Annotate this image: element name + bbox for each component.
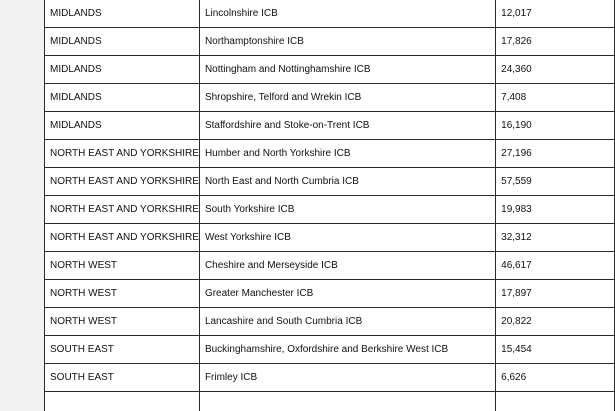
table-row [45, 392, 615, 411]
count-cell: 32,312 [496, 224, 615, 252]
region-cell: MIDLANDS [45, 84, 200, 112]
icb-cell: Buckinghamshire, Oxfordshire and Berkshire West ICB [199, 336, 495, 364]
icb-cell: Frimley ICB [199, 364, 495, 392]
icb-cell: Greater Manchester ICB [199, 280, 495, 308]
icb-cell: Northamptonshire ICB [199, 28, 495, 56]
table-row [45, 196, 615, 224]
table-row [45, 56, 615, 84]
region-cell: NORTH WEST [45, 280, 200, 308]
icb-cell: Shropshire, Telford and Wrekin ICB [199, 84, 495, 112]
icb-cell: Lancashire and South Cumbria ICB [199, 308, 495, 336]
table-row [45, 280, 615, 308]
count-cell: 16,190 [496, 112, 615, 140]
count-cell: 17,897 [496, 280, 615, 308]
region-cell: NORTH EAST AND YORKSHIRE [45, 196, 200, 224]
count-cell [496, 392, 615, 411]
icb-cell: Staffordshire and Stoke-on-Trent ICB [199, 112, 495, 140]
table-row [45, 336, 615, 364]
icb-table [44, 0, 615, 411]
region-cell: MIDLANDS [45, 56, 200, 84]
table-row [45, 0, 615, 28]
count-cell: 24,360 [496, 56, 615, 84]
table-row [45, 168, 615, 196]
table-row [45, 252, 615, 280]
icb-cell: Humber and North Yorkshire ICB [199, 140, 495, 168]
table-row [45, 308, 615, 336]
region-cell: NORTH WEST [45, 308, 200, 336]
count-cell: 15,454 [496, 336, 615, 364]
region-cell: NORTH EAST AND YORKSHIRE [45, 168, 200, 196]
icb-cell: Lincolnshire ICB [199, 0, 495, 28]
table-row [45, 140, 615, 168]
table-row [45, 112, 615, 140]
icb-cell [199, 392, 495, 411]
region-cell [45, 392, 200, 411]
icb-cell: West Yorkshire ICB [199, 224, 495, 252]
region-cell: NORTH EAST AND YORKSHIRE [45, 140, 200, 168]
icb-cell: South Yorkshire ICB [199, 196, 495, 224]
region-cell: MIDLANDS [45, 112, 200, 140]
table-row [45, 84, 615, 112]
count-cell: 12,017 [496, 0, 615, 28]
region-cell: MIDLANDS [45, 0, 200, 28]
region-cell: MIDLANDS [45, 28, 200, 56]
region-cell: NORTH EAST AND YORKSHIRE [45, 224, 200, 252]
region-cell: NORTH WEST [45, 252, 200, 280]
count-cell: 19,983 [496, 196, 615, 224]
region-cell: SOUTH EAST [45, 364, 200, 392]
table-row [45, 224, 615, 252]
table-row [45, 364, 615, 392]
count-cell: 27,196 [496, 140, 615, 168]
count-cell: 46,617 [496, 252, 615, 280]
count-cell: 20,822 [496, 308, 615, 336]
icb-cell: Cheshire and Merseyside ICB [199, 252, 495, 280]
count-cell: 7,408 [496, 84, 615, 112]
count-cell: 57,559 [496, 168, 615, 196]
icb-cell: North East and North Cumbria ICB [199, 168, 495, 196]
icb-cell: Nottingham and Nottinghamshire ICB [199, 56, 495, 84]
count-cell: 17,826 [496, 28, 615, 56]
region-cell: SOUTH EAST [45, 336, 200, 364]
count-cell: 6,626 [496, 364, 615, 392]
table-row [45, 28, 615, 56]
